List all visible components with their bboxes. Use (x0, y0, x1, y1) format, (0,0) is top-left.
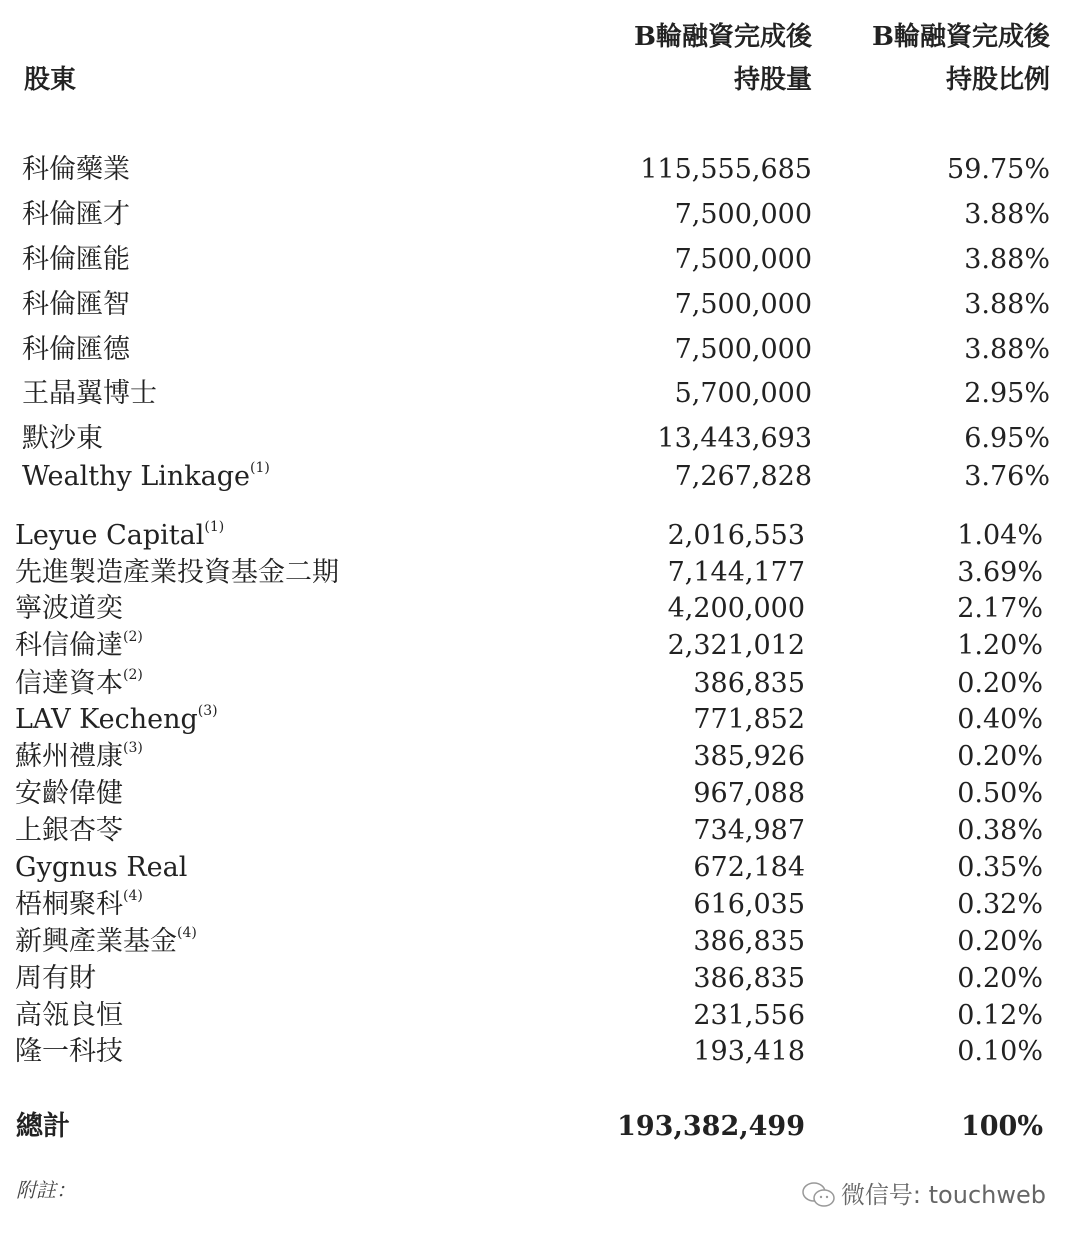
shares-value: 7,144,177 (667, 557, 805, 588)
shareholder-name (15, 1002, 123, 1029)
shareholder-name (22, 246, 130, 273)
shareholder-name-text: 周有財 (15, 963, 96, 994)
footnote-ref: (3) (123, 740, 143, 756)
watermark-text: 微信号: touchweb (840, 1181, 1046, 1209)
shareholder-name-text: 上銀杏苓 (15, 815, 123, 846)
footnote-ref: (1) (250, 460, 270, 476)
shareholder-name (22, 201, 130, 228)
pct-value: 0.20% (957, 668, 1043, 699)
pct-value: 3.88% (964, 289, 1050, 320)
shareholder-name (15, 1038, 123, 1065)
shareholder-name (15, 667, 143, 699)
shareholder-name (22, 460, 270, 492)
total-label: 總計 (16, 1111, 70, 1142)
shareholder-name (22, 156, 130, 183)
shareholder-name-text: 科倫匯才 (22, 199, 130, 230)
shares-value: 734,987 (693, 815, 805, 846)
shares-value: 386,835 (693, 668, 805, 699)
shareholder-name (15, 888, 143, 920)
shareholder-name-text: 隆一科技 (15, 1036, 123, 1067)
header-shares-line1: B輪融資完成後 (634, 22, 812, 52)
footnote-ref: (3) (197, 703, 218, 719)
shareholder-name (15, 854, 187, 881)
shareholder-name-text: Leyue Capital (15, 520, 205, 551)
header-shareholder: 股東 (24, 65, 77, 95)
footnote-ref: (4) (177, 925, 197, 941)
shareholder-name-text: Wealthy Linkage (22, 461, 251, 492)
pct-value: 0.38% (957, 815, 1043, 846)
shareholder-name-text: 寧波道奕 (15, 593, 123, 624)
watermark (801, 1180, 1046, 1210)
shareholder-name (15, 519, 225, 551)
pct-value: 0.40% (957, 704, 1043, 735)
shareholder-name-text: 科倫匯能 (22, 244, 130, 275)
shares-value: 7,267,828 (674, 461, 812, 492)
shares-value: 967,088 (693, 778, 805, 809)
shareholder-name-text: 安齡偉健 (15, 778, 123, 809)
shareholder-name-text: 科倫匯智 (22, 289, 130, 320)
shareholder-name-text: 科信倫達 (15, 630, 123, 661)
shareholder-name (15, 817, 123, 844)
shares-value: 193,418 (693, 1036, 805, 1067)
pct-value: 3.88% (964, 334, 1050, 365)
pct-value: 3.88% (964, 199, 1050, 230)
shares-value: 13,443,693 (657, 423, 812, 454)
shares-value: 386,835 (693, 926, 805, 957)
shareholder-name-text: 高瓴良恒 (15, 1000, 123, 1031)
shares-value: 7,500,000 (674, 289, 812, 320)
shareholder-name (15, 703, 218, 735)
shares-value: 2,321,012 (667, 630, 805, 661)
shareholder-name-text: Gygnus Real (15, 852, 188, 883)
pct-value: 0.50% (957, 778, 1043, 809)
shares-value: 7,500,000 (674, 199, 812, 230)
shares-value: 672,184 (693, 852, 805, 883)
pct-value: 0.10% (957, 1036, 1043, 1067)
shareholder-name-text: 信達資本 (15, 668, 123, 699)
header-pct-line1: B輪融資完成後 (872, 22, 1050, 52)
shareholder-name (15, 740, 143, 772)
shareholder-name (15, 559, 339, 586)
header-shares-line2: 持股量 (733, 65, 812, 95)
shares-value: 771,852 (693, 704, 805, 735)
shares-value: 231,556 (693, 1000, 805, 1031)
pct-value: 3.69% (957, 557, 1043, 588)
shareholder-name-text: 科倫藥業 (22, 154, 130, 185)
shareholder-name (15, 595, 123, 622)
pct-value: 2.17% (957, 593, 1043, 624)
shares-value: 386,835 (693, 963, 805, 994)
shares-value: 5,700,000 (674, 378, 812, 409)
shares-value: 2,016,553 (667, 520, 805, 551)
shareholder-name (22, 380, 157, 407)
shares-value: 616,035 (693, 889, 805, 920)
pct-value: 1.20% (957, 630, 1043, 661)
shareholder-name (22, 425, 103, 452)
pct-value: 0.20% (957, 963, 1043, 994)
footnote-ref: (4) (123, 888, 143, 904)
pct-value: 2.95% (964, 378, 1050, 409)
shareholder-name (22, 291, 130, 318)
shareholder-name-text: LAV Kecheng (15, 704, 198, 735)
pct-value: 0.20% (957, 741, 1043, 772)
shareholder-name (15, 925, 197, 957)
shareholder-name-text: 默沙東 (22, 423, 103, 454)
shares-value: 115,555,685 (640, 154, 812, 185)
shares-value: 4,200,000 (667, 593, 805, 624)
total-shares: 193,382,499 (617, 1111, 805, 1142)
footnote-label: 附註： (16, 1178, 76, 1202)
header-pct-line2: 持股比例 (945, 65, 1050, 95)
footnote-ref: (2) (123, 667, 143, 683)
shareholder-name-text: 王晶翼博士 (22, 378, 157, 409)
shares-value: 7,500,000 (674, 244, 812, 275)
pct-value: 3.76% (964, 461, 1050, 492)
shareholder-name-text: 蘇州禮康 (15, 741, 123, 772)
pct-value: 0.32% (957, 889, 1043, 920)
footnote-ref: (1) (204, 519, 225, 535)
total-pct: 100% (960, 1111, 1043, 1142)
shareholder-name (15, 965, 96, 992)
shareholder-name-text: 先進製造產業投資基金二期 (15, 557, 339, 588)
footnote-ref: (2) (123, 629, 143, 645)
pct-value: 0.12% (957, 1000, 1043, 1031)
shareholder-name-text: 科倫匯德 (22, 334, 130, 365)
wechat-icon (801, 1180, 837, 1210)
shareholder-name (22, 336, 130, 363)
pct-value: 6.95% (964, 423, 1050, 454)
pct-value: 0.20% (957, 926, 1043, 957)
shareholder-name-text: 梧桐聚科 (15, 889, 123, 920)
pct-value: 3.88% (964, 244, 1050, 275)
shareholder-name (15, 629, 143, 661)
shares-value: 7,500,000 (674, 334, 812, 365)
pct-value: 1.04% (957, 520, 1043, 551)
shareholder-name-text: 新興產業基金 (15, 926, 177, 957)
pct-value: 0.35% (957, 852, 1043, 883)
shareholder-name (15, 780, 123, 807)
shares-value: 385,926 (693, 741, 805, 772)
pct-value: 59.75% (947, 154, 1050, 185)
